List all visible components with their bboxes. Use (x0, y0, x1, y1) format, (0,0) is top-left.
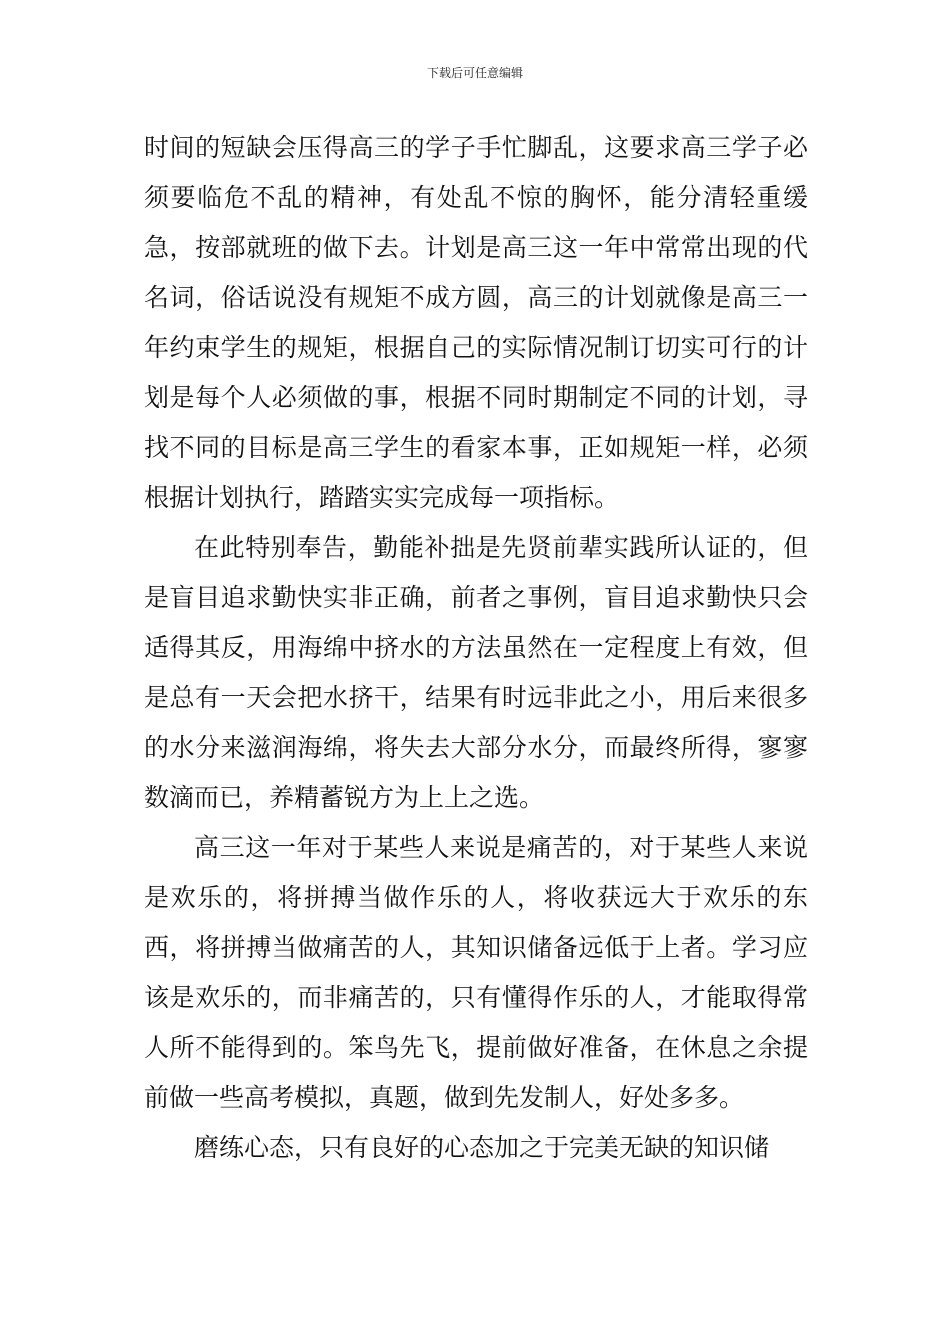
paragraph-3: 高三这一年对于某些人来说是痛苦的，对于某些人来说是欢乐的，将拼搏当做作乐的人，将收获远大于欢乐的东西，将拼搏当做痛苦的人，其知识储备远低于上者。学习应该是欢乐的，而非痛苦的，只有懂得作乐的人，才能取得常人所不能得到的。笨鸟先飞，提前做好准备，在休息之余提前做一些高考模拟，真题，做到先发制人，好处多多。 (144, 833, 808, 1112)
page-header: 下载后可任意编辑 (426, 66, 523, 80)
document-body (144, 123, 808, 1173)
paragraph-2: 在此特别奉告，勤能补拙是先贤前辈实践所认证的，但是盲目追求勤快实非正确，前者之事例，盲目追求勤快只会适得其反，用海绵中挤水的方法虽然在一定程度上有效，但是总有一天会把水挤干，结果有时远非此之小，用后来很多的水分来滋润海绵，将失去大部分水分，而最终所得，寥寥数滴而已，养精蓄锐方为上上之选。 (144, 533, 808, 812)
paragraph-4: 磨练心态，只有良好的心态加之于完美无缺的知识储 (194, 1133, 770, 1162)
paragraph-1: 时间的短缺会压得高三的学子手忙脚乱，这要求高三学子必须要临危不乱的精神，有处乱不惊的胸怀，能分清轻重缓急，按部就班的做下去。计划是高三这一年中常常出现的代名词，俗话说没有规矩不成方圆，高三的计划就像是高三一年约束学生的规矩，根据自己的实际情况制订切实可行的计划是每个人必须做的事，根据不同时期制定不同的计划，寻找不同的目标是高三学生的看家本事，正如规矩一样，必须根据计划执行，踏踏实实完成每一项指标。 (144, 133, 808, 512)
